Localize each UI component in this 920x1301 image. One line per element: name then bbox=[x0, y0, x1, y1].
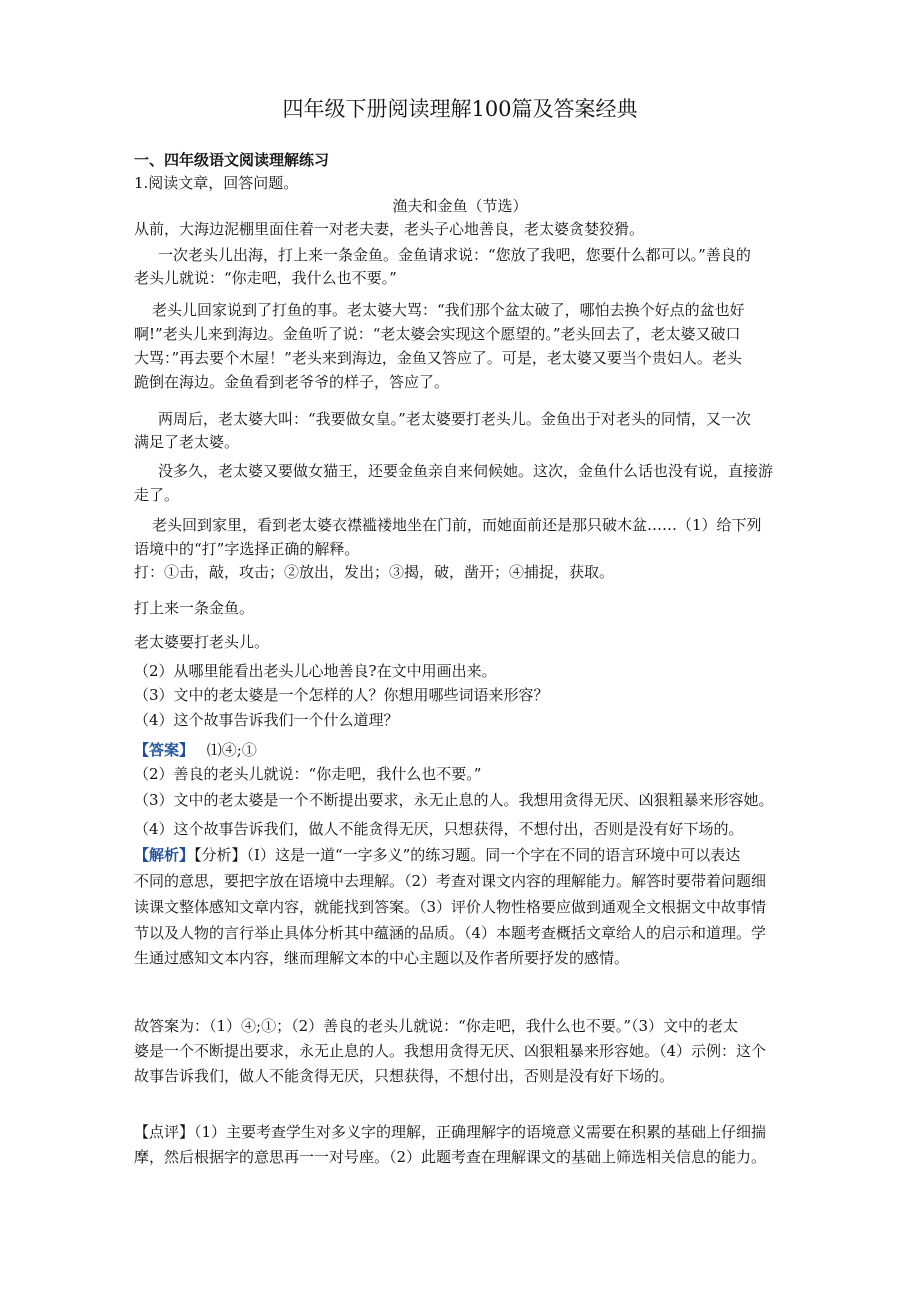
section-heading: 一、四年级语文阅读理解练习 bbox=[134, 151, 330, 169]
story-paragraph-4-line-2: 满足了老太婆。 bbox=[134, 433, 240, 451]
comment-line-2: 摩，然后根据字的意思再一一对号座。（2）此题考查在理解课文的基础上筛选相关信息的能力。 bbox=[134, 1148, 767, 1166]
story-paragraph-2-line-1: 一次老头儿出海，打上来一条金鱼。金鱼请求说：“您放了我吧，您要什么都可以。”善良的 bbox=[158, 246, 751, 264]
story-paragraph-6-line-1: 老头回到家里，看到老太婆衣襟褴褛地坐在门前，而她面前还是那只破木盆……（1）给下列 bbox=[152, 516, 762, 534]
answer-2: （2）善良的老头儿就说：“你走吧，我什么也不要。” bbox=[134, 765, 482, 783]
analysis-line-1 bbox=[134, 845, 740, 865]
story-paragraph-4-line-1: 两周后，老太婆大叫：“我要做女皇。”老太婆要打老头儿。金鱼出于对老头的同情，又一次 bbox=[158, 410, 751, 428]
definition-line: 打：①击，敲，攻击；②放出，发出；③揭，破，凿开；④捕捉，获取。 bbox=[134, 563, 615, 581]
question-2: （2）从哪里能看出老头儿心地善良?在文中用画出来。 bbox=[134, 662, 497, 680]
story-paragraph-3-line-4: 跪倒在海边。金鱼看到老爷爷的样子，答应了。 bbox=[134, 373, 450, 391]
analysis-text: 【分析】（I）这是一道“一字多义”的练习题。同一个字在不同的语言环境中可以表达 bbox=[194, 846, 741, 864]
story-paragraph-3-line-3: 大骂：”再去要个木屋！”老头来到海边，金鱼又答应了。可是，老太婆又要当个贵妇人。老头 bbox=[134, 349, 742, 367]
page-title: 四年级下册阅读理解100篇及答案经典 bbox=[282, 97, 638, 121]
final-answer-line-3: 故事告诉我们，做人不能贪得无厌，只想获得，不想付出，否则是没有好下场的。 bbox=[134, 1067, 675, 1085]
analysis-line-4: 节以及人物的言行举止具体分析其中蕴涵的品质。（4）本题考查概括文章给人的启示和道理。学 bbox=[134, 924, 767, 942]
story-paragraph-3-line-2: 啊!”老头儿来到海边。金鱼听了说：“老太婆会实现这个愿望的。”老头回去了，老太婆又破口 bbox=[134, 325, 741, 343]
story-paragraph-3-line-1: 老头儿回家说到了打鱼的事。老太婆大骂：“我们那个盆太破了，哪怕去换个好点的盆也好 bbox=[152, 301, 745, 319]
answer-label: 【答案】 bbox=[134, 741, 195, 759]
analysis-label: 【解析】 bbox=[134, 846, 195, 864]
story-paragraph-6-line-2: 语境中的“打”字选择正确的解释。 bbox=[134, 540, 360, 558]
question-4: （4）这个故事告诉我们一个什么道理？ bbox=[134, 711, 399, 729]
story-title: 渔夫和金鱼（节选） bbox=[392, 197, 528, 215]
story-paragraph-5-line-2: 走了。 bbox=[134, 486, 180, 504]
answer-line bbox=[134, 740, 257, 760]
story-paragraph-2-line-2: 老头儿就说：“你走吧，我什么也不要。” bbox=[134, 269, 397, 287]
question-3: （3）文中的老太婆是一个怎样的人？你想用哪些词语来形容？ bbox=[134, 686, 549, 704]
analysis-line-2: 不同的意思，要把字放在语境中去理解。（2）考查对课文内容的理解能力。解答时要带着问题细 bbox=[134, 872, 767, 890]
final-answer-line-1: 故答案为：（1）④;①；（2）善良的老头儿就说：“你走吧，我什么也不要。”（3）文中的老太 bbox=[134, 1017, 739, 1035]
example-sentence-2: 老太婆要打老头儿。 bbox=[134, 633, 270, 651]
answer-3: （3）文中的老太婆是一个不断提出要求，永无止息的人。我想用贪得无厌、凶狠粗暴来形容她。 bbox=[134, 791, 774, 809]
question-intro: 1.阅读文章，回答问题。 bbox=[134, 174, 299, 192]
analysis-line-3: 读课文整体感知文章内容，就能找到答案。（3）评价人物性格要应做到通观全文根据文中故事情 bbox=[134, 898, 767, 916]
example-sentence-1: 打上来一条金鱼。 bbox=[134, 599, 255, 617]
answer-4: （4）这个故事告诉我们，做人不能贪得无厌，只想获得，不想付出，否则是没有好下场的。 bbox=[134, 820, 744, 838]
answer-1: ⑴④;① bbox=[206, 741, 257, 759]
story-paragraph-1: 从前，大海边泥棚里面住着一对老夫妻，老头子心地善良，老太婆贪婪狡猾。 bbox=[134, 220, 645, 238]
comment-line-1: 【点评】（1）主要考查学生对多义字的理解，正确理解字的语境意义需要在积累的基础上仔细揣 bbox=[134, 1123, 767, 1141]
analysis-line-5: 生通过感知文本内容，继而理解文本的中心主题以及作者所要抒发的感情。 bbox=[134, 949, 630, 967]
story-paragraph-5-line-1: 没多久，老太婆又要做女猫王，还要金鱼亲自来伺候她。这次，金鱼什么话也没有说，直接游 bbox=[158, 462, 774, 480]
final-answer-line-2: 婆是一个不断提出要求，永无止息的人。我想用贪得无厌、凶狠粗暴来形容她。（4）示例：这个 bbox=[134, 1042, 767, 1060]
